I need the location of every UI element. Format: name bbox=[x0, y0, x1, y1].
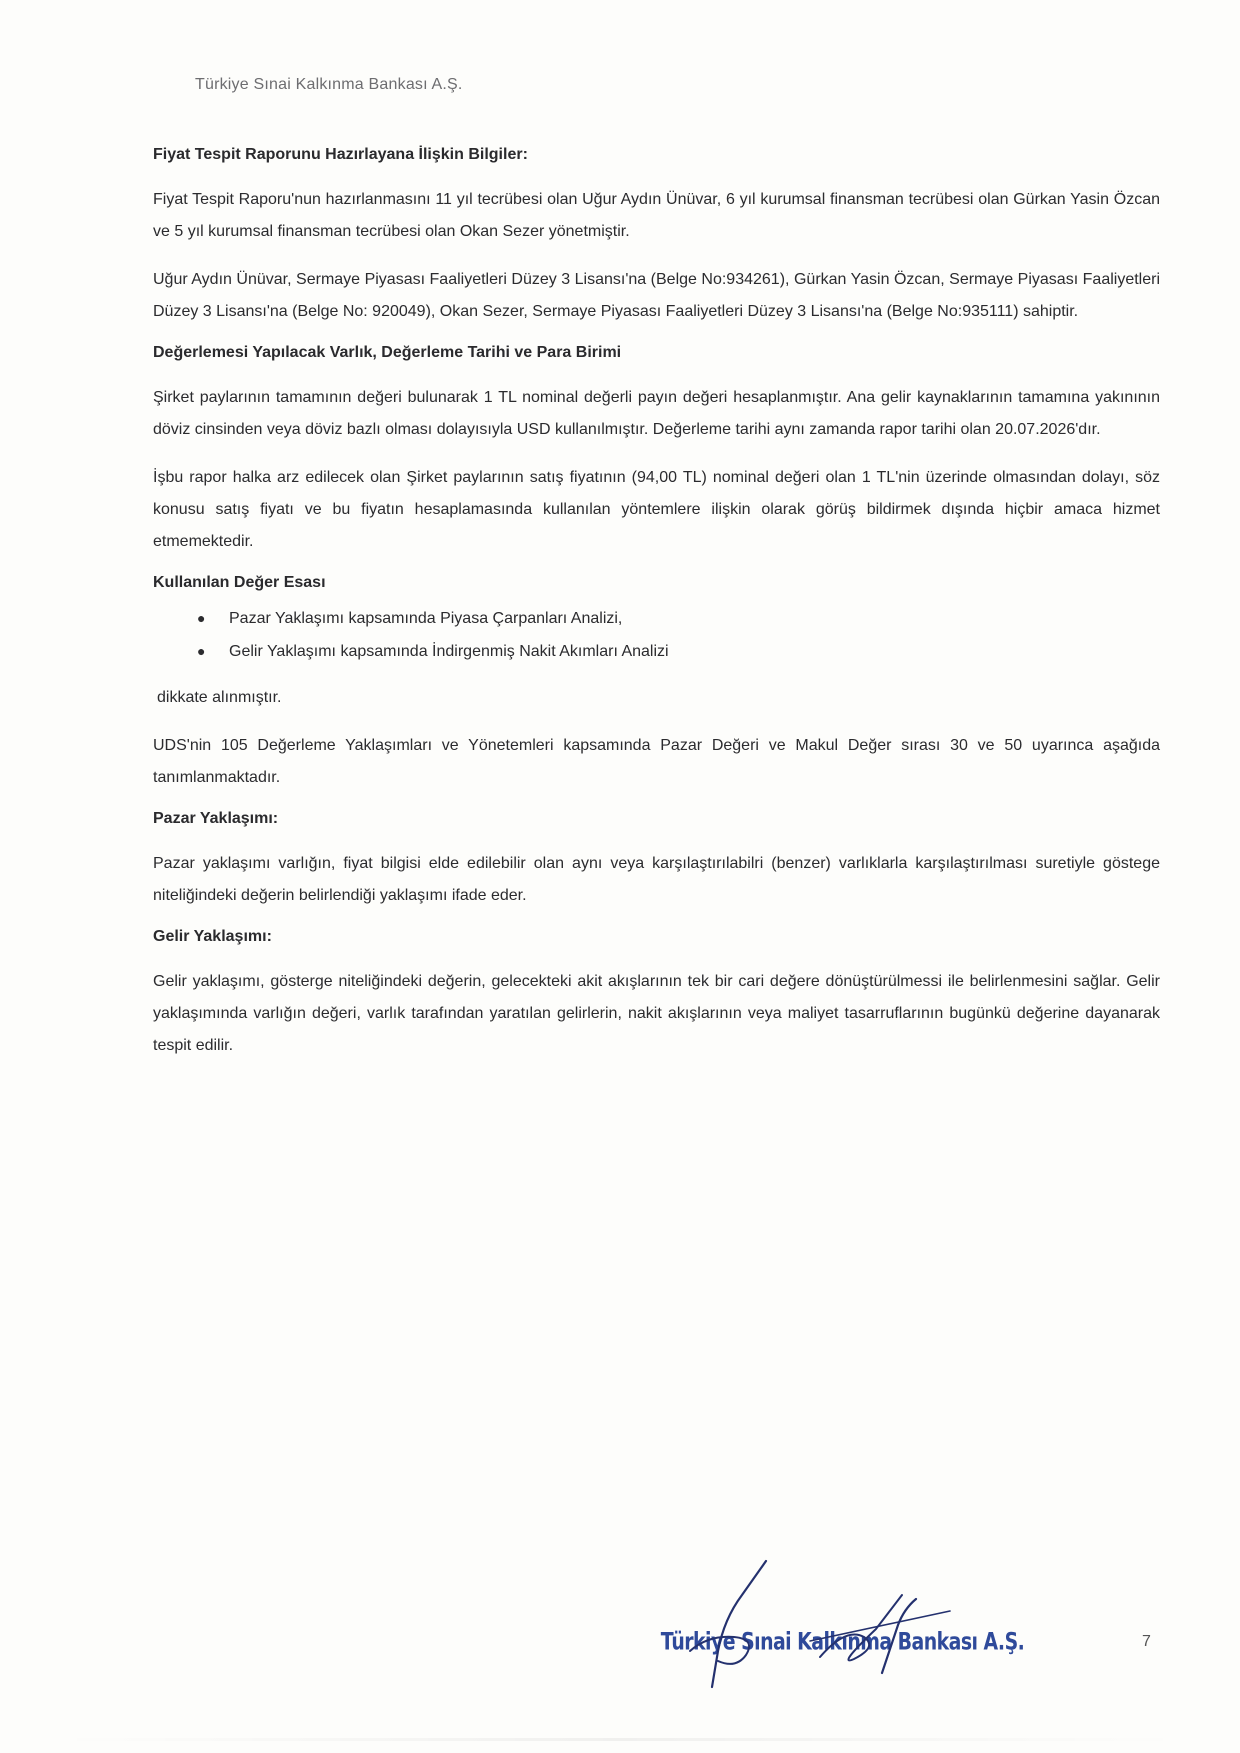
section-heading-value-basis: Kullanılan Değer Esası bbox=[153, 574, 326, 591]
paragraph: Şirket paylarının tamamının değeri bulunarak 1 TL nominal değerli payın değeri hesaplanmıştır. Ana gelir kaynaklarının tamamına yakınının döviz cinsinden veya döviz bazlı olması dolayısıyla USD kullanılmıştır. Değerleme tarihi aynı zamanda rapor tarihi olan 20.07.2026'dır. bbox=[153, 389, 1160, 438]
bullet-icon: ● bbox=[197, 643, 206, 659]
paragraph: Fiyat Tespit Raporu'nun hazırlanmasını 11 yıl tecrübesi olan Uğur Aydın Ünüvar, 6 yıl kurumsal finansman tecrübesi olan Gürkan Yasin Özcan ve 5 yıl kurumsal finansman tecrübesi olan Okan Sezer yönetmiştir. bbox=[153, 191, 1160, 240]
paragraph: dikkate alınmıştır. bbox=[157, 689, 282, 706]
bullet-icon: ● bbox=[197, 610, 206, 626]
stamp-text: Türkiye Sınai Kalkınma Bankası A.Ş. bbox=[660, 1628, 1025, 1656]
list-item bbox=[197, 635, 1160, 668]
list-item-text: Pazar Yaklaşımı kapsamında Piyasa Çarpanları Analizi, bbox=[229, 610, 623, 627]
section-heading-market-approach: Pazar Yaklaşımı: bbox=[153, 810, 279, 827]
paragraph: İşbu rapor halka arz edilecek olan Şirket paylarının satış fiyatının (94,00 TL) nominal değeri olan 1 TL'nin üzerinde olmasından dolayı, söz konusu satış fiyatı ve bu fiyatın hesaplamasında kullanılan yöntemlere ilişkin olarak görüş bildirmek dışında hiçbir amaca hizmet etmemektedir. bbox=[153, 469, 1160, 550]
section-heading-valuation-asset: Değerlemesi Yapılacak Varlık, Değerleme Tarihi ve Para Birimi bbox=[153, 344, 622, 361]
paragraph: Pazar yaklaşımı varlığın, fiyat bilgisi elde edilebilir olan aynı veya karşılaştırılabilri (benzer) varlıklarla karşılaştırılması suretiyle göstege niteliğindeki değerin belirlendiği yaklaşımı ifade eder. bbox=[153, 855, 1160, 904]
paragraph: UDS'nin 105 Değerleme Yaklaşımları ve Yönetemleri kapsamında Pazar Değeri ve Makul Değer sırası 30 ve 50 uyarınca aşağıda tanımlanmaktadır. bbox=[153, 737, 1160, 786]
bank-stamp-signature bbox=[650, 1555, 1025, 1690]
document-body bbox=[153, 146, 1160, 1078]
list-item-text: Gelir Yaklaşımı kapsamında İndirgenmiş Nakit Akımları Analizi bbox=[229, 643, 669, 660]
signature-stroke bbox=[712, 1561, 766, 1687]
page-header: Türkiye Sınai Kalkınma Bankası A.Ş. bbox=[195, 76, 463, 93]
section-heading-income-approach: Gelir Yaklaşımı: bbox=[153, 928, 272, 945]
paragraph: Gelir yaklaşımı, gösterge niteliğindeki değerin, gelecekteki akit akışlarının tek bir cari değere dönüştürülmessi ile belirlenmesini sağlar. Gelir yaklaşımında varlığın değeri, varlık tarafından yaratılan gelirlerin, nakit akışlarının veya maliyet tasarruflarının bugünkü değerine dayanarak tespit edilir. bbox=[153, 973, 1160, 1054]
paragraph: Uğur Aydın Ünüvar, Sermaye Piyasası Faaliyetleri Düzey 3 Lisansı'na (Belge No:934261), Gürkan Yasin Özcan, Sermaye Piyasası Faaliyetleri Düzey 3 Lisansı'na (Belge No: 920049), Okan Sezer, Sermaye Piyasası Faaliyetleri Düzey 3 Lisansı'na (Belge No:935111) sahiptir. bbox=[153, 271, 1160, 320]
page-number: 7 bbox=[1142, 1633, 1151, 1650]
section-heading-preparer-info: Fiyat Tespit Raporunu Hazırlayana İlişkin Bilgiler: bbox=[153, 146, 528, 163]
bullet-list bbox=[153, 602, 1160, 668]
scan-artifact bbox=[55, 1738, 1185, 1741]
list-item bbox=[197, 602, 1160, 635]
